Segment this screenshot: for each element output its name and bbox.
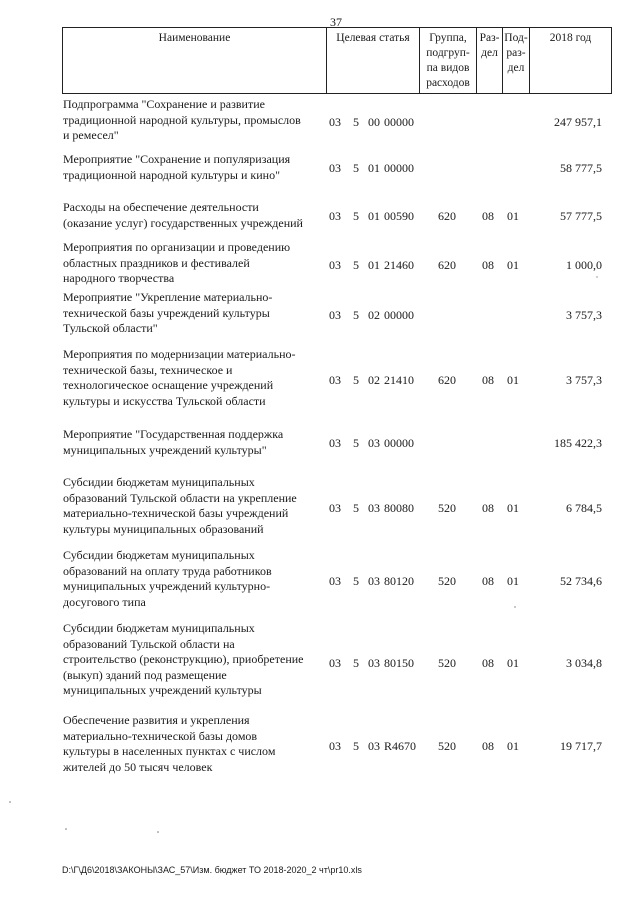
footer-file-path: D:\Г\Д6\2018\ЗАКОНЫ\ЗАС_57\Изм. бюджет ТО 2018-2020_2 чт\pr10.xls: [62, 865, 362, 875]
page-number: 37: [330, 15, 342, 29]
row-c2: 5: [353, 436, 359, 450]
row-amt: 58 777,5: [560, 161, 602, 175]
row-pod: 01: [507, 574, 519, 588]
row-name: Субсидии бюджетам муниципальных образований на оплату труда работников муниципальных учреждений культурно- досугового типа: [63, 548, 272, 609]
row-grp: 520: [438, 656, 456, 670]
row-c4: 00000: [384, 308, 414, 322]
row-name: Субсидии бюджетам муниципальных образований Тульской области на укрепление материально-технической базы учреждений культуры муниципальных образований: [63, 475, 297, 536]
row-c4: R4670: [384, 739, 417, 753]
row-c3: 02: [368, 308, 380, 322]
row-raz: 08: [482, 574, 494, 588]
row-raz: 08: [482, 656, 494, 670]
row-c3: 03: [368, 436, 380, 450]
row-c4: 00000: [384, 436, 414, 450]
header-section: Раз- дел: [479, 32, 500, 59]
row-raz: 08: [482, 373, 494, 387]
row-grp: 620: [438, 209, 456, 223]
row-c4: 00000: [384, 115, 414, 129]
row-c4: 21410: [384, 373, 414, 387]
row-c2: 5: [353, 373, 359, 387]
row-c3: 01: [368, 258, 380, 272]
row-raz: 08: [482, 209, 494, 223]
row-c2: 5: [353, 258, 359, 272]
row-amt: 6 784,5: [566, 501, 602, 515]
row-raz: 08: [482, 739, 494, 753]
row-c4: 80120: [384, 574, 414, 588]
row-c2: 5: [353, 161, 359, 175]
header-target: Целевая статья: [336, 32, 410, 44]
row-c3: 03: [368, 501, 380, 515]
row-amt: 52 734,6: [560, 574, 602, 588]
row-c4: 21460: [384, 258, 414, 272]
row-c3: 00: [368, 115, 380, 129]
header-year: 2018 год: [549, 32, 592, 44]
row-c2: 5: [353, 574, 359, 588]
row-c2: 5: [353, 209, 359, 223]
row-name: Мероприятия по модернизации материально- технической базы, техническое и технологическое оснащение учреждений культуры и искусства Тульской области: [63, 347, 296, 408]
row-c4: 00590: [384, 209, 414, 223]
row-amt: 3 034,8: [566, 656, 602, 670]
row-c1: 03: [329, 115, 341, 129]
row-c4: 00000: [384, 161, 414, 175]
row-c1: 03: [329, 739, 341, 753]
row-name: Обеспечение развития и укрепления материально-технической базы домов культуры в населенных пунктах с числом жителей до 50 тысяч человек: [63, 713, 276, 774]
header-name: Наименование: [158, 32, 231, 44]
row-amt: 3 757,3: [566, 373, 602, 387]
row-name: Мероприятие "Укрепление материально- технической базы учреждений культуры Тульской области": [63, 290, 273, 335]
row-c2: 5: [353, 115, 359, 129]
row-c1: 03: [329, 436, 341, 450]
row-c3: 03: [368, 739, 380, 753]
row-grp: 520: [438, 501, 456, 515]
row-name: Мероприятия по организации и проведению областных праздников и фестивалей народного творчества: [63, 240, 291, 285]
row-c1: 03: [329, 574, 341, 588]
row-amt: 1 000,0: [566, 258, 602, 272]
row-name: Мероприятие "Сохранение и популяризация традиционной народной культуры и кино": [63, 152, 291, 182]
row-raz: 08: [482, 258, 494, 272]
row-name: Субсидии бюджетам муниципальных образований Тульской области на строительство (реконструкцию), приобретение (выкуп) зданий под размещение муниципальных учреждений культуры: [63, 621, 304, 697]
row-c1: 03: [329, 656, 341, 670]
row-pod: 01: [507, 501, 519, 515]
row-c3: 02: [368, 373, 380, 387]
row-c3: 01: [368, 161, 380, 175]
row-pod: 01: [507, 656, 519, 670]
row-c1: 03: [329, 308, 341, 322]
row-amt: 3 757,3: [566, 308, 602, 322]
row-c1: 03: [329, 373, 341, 387]
row-name: Мероприятие "Государственная поддержка муниципальных учреждений культуры": [63, 427, 284, 457]
row-c1: 03: [329, 501, 341, 515]
row-c2: 5: [353, 308, 359, 322]
row-c1: 03: [329, 258, 341, 272]
row-c2: 5: [353, 739, 359, 753]
row-c3: 03: [368, 574, 380, 588]
row-name: Подпрограмма "Сохранение и развитие традиционной народной культуры, промыслов и ремесел": [63, 97, 301, 142]
row-grp: 620: [438, 258, 456, 272]
row-amt: 247 957,1: [554, 115, 602, 129]
row-c4: 80150: [384, 656, 414, 670]
row-pod: 01: [507, 739, 519, 753]
row-c1: 03: [329, 161, 341, 175]
row-c1: 03: [329, 209, 341, 223]
row-c2: 5: [353, 656, 359, 670]
row-pod: 01: [507, 209, 519, 223]
row-c4: 80080: [384, 501, 414, 515]
row-grp: 520: [438, 739, 456, 753]
row-name: Расходы на обеспечение деятельности (оказание услуг) государственных учреждений: [63, 200, 303, 230]
row-pod: 01: [507, 258, 519, 272]
row-c3: 03: [368, 656, 380, 670]
row-grp: 520: [438, 574, 456, 588]
row-amt: 57 777,5: [560, 209, 602, 223]
row-grp: 620: [438, 373, 456, 387]
row-raz: 08: [482, 501, 494, 515]
row-amt: 19 717,7: [560, 739, 602, 753]
header-subsection: Под- раз- дел: [504, 32, 528, 74]
row-amt: 185 422,3: [554, 436, 602, 450]
header-group: Группа, подгруп- па видов расходов: [426, 32, 470, 89]
row-c3: 01: [368, 209, 380, 223]
row-c2: 5: [353, 501, 359, 515]
row-pod: 01: [507, 373, 519, 387]
